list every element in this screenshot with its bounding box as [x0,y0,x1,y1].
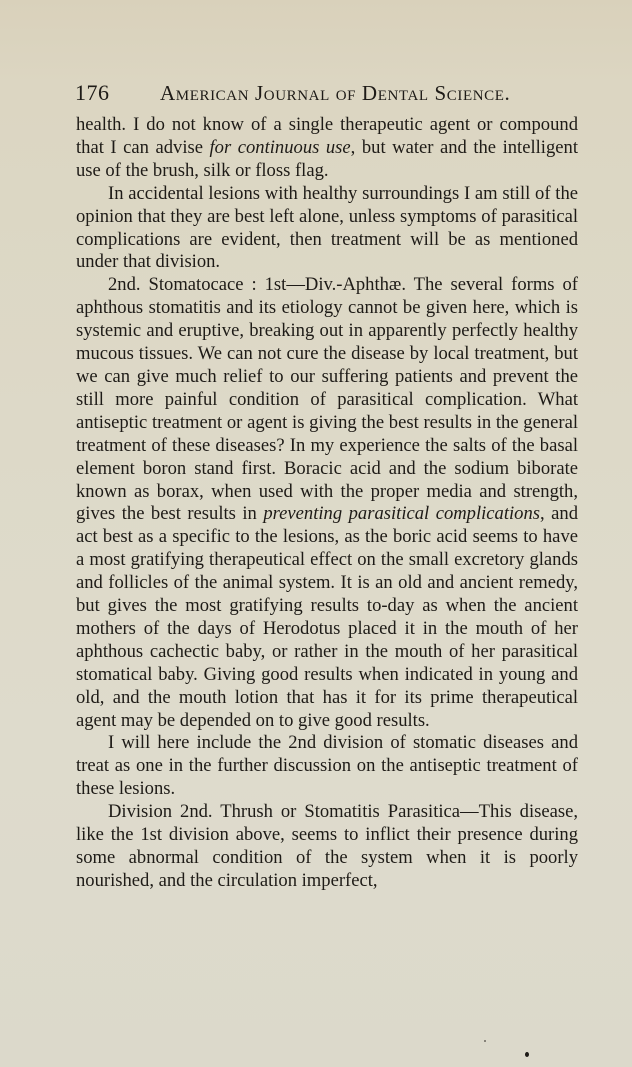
page-number: 176 [75,80,110,105]
paragraph [76,183,578,275]
ink-speck [525,1052,529,1057]
text-run: 2nd. Stomatocace : 1st—Div.-Aphthæ. The several forms of aphthous stomatitis and its etiology cannot be given here, which is systemic and eruptive, breaking out in apparently perfectly healthy mucous tissues. We can not cure the disease by local treatment, but we can give much relief to our suffering patients and prevent the still more painful condition of parasitical complication. What antiseptic treatment or agent is giving the best results in the general treatment of these diseases? In my experience the salts of the basal element boron stand first. Boracic acid and the sodium biborate known as borax, when used with the proper media and strength, gives the best results in [76,274,578,525]
text-run: In accidental lesions with healthy surroundings I am still of the opinion that they are best left alone, unless symptoms of parasitical complications are evident, then treatment will be as mentioned under that division. [76,182,578,273]
text-run: health. I do not know of a single therapeutic agent or compound that I can advise [76,114,578,158]
italic-phrase: preventing parasitical complications [263,503,541,525]
paragraph [76,274,578,732]
body-text [76,114,578,893]
text-run: , but water and the intelligent use of the brush, silk or floss flag. [76,136,578,181]
paragraph [76,732,578,801]
paragraph [76,114,578,183]
page-header [75,78,595,108]
text-run: Division 2nd. Thrush or Stomatitis Parasitica—This disease, like the 1st division above, seems to inflict their presence during some abnormal condition of the system when it is poorly nourished, and the circulation imperfect, [76,801,578,891]
text-run: I will here include the 2nd division of stomatic diseases and treat as one in the further discussion on the antiseptic treatment of these lesions. [76,732,578,800]
ink-speck [484,1040,486,1042]
italic-phrase: for continuous use [209,136,351,158]
running-title: American Journal of Dental Science. [160,81,511,105]
paragraph [76,801,578,893]
text-run: , and act best as a specific to the lesions, as the boric acid seems to have a most gratifying therapeutical effect on the small excretory glands and follicles of the animal system. It is an old and ancient remedy, but gives the most gratifying results to-day as when the ancient mothers of the days of Herodotus placed it in the mouth of her aphthous cachectic baby, or rather in the mouth of her parasitical stomatical baby. Giving good results when indicated in young and old, and the mouth lotion that has it for its prime therapeutical agent may be depended on to give good results. [76,503,578,731]
